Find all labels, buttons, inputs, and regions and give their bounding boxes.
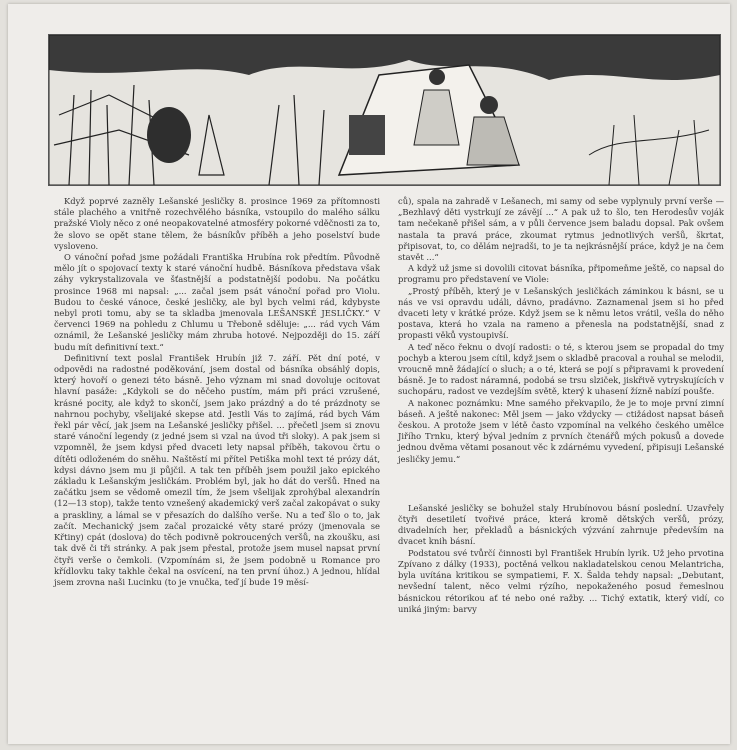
- paragraph: Podstatou své tvůrčí činnosti byl František Hrubín lyrik. Už jeho prvotina Zpívano z dálky (1933), poctěná velkou nakladatelskou cenou Melantricha, byla uvítána kritikou se sympatiemi, F. X. Šalda tehdy napsal: „Debutant, nevšední talent, něco velmi rýzího, nepokaženého posud řemeslnou básnickou rétorikou ať té nebo oné ražby. ... Tichý extatik, který vidí, co uniká jiným: barvy: [398, 547, 724, 614]
- paragraph: Když poprvé zazněly Lešanské jesličky 8. prosince 1969 za přítomnosti stále plachého a vnitřně rozechvělého básníka, vstoupilo do malého sálku pražské Violy něco z oné neopakovatelné atmosféry pokorné vděčnosti za to, že slovo se opět stane tělem, že básníkův příběh a jeho poselství bude vysloveno.: [54, 196, 380, 251]
- booklet-page: [8, 4, 730, 744]
- paragraph: A když už jsme si dovolili citovat básníka, připomeňme ještě, co napsal do programu pro představení ve Viole:: [398, 263, 724, 285]
- etching-illustration-icon: [49, 35, 720, 185]
- text-column-right: [398, 196, 724, 615]
- paragraph: „Prostý příběh, který je v Lešanských jesličkách záminkou k básni, se u nás ve vsi opravdu událi, dávno, pradávno. Zaznamenal jsem si ho před dvaceti lety v krátké próze. Když jsem se k němu letos vrátil, vešla do něho postava, která ho vzala na rameno a přenesla na podstatnější, snad z propasti věků vystoupivší.: [398, 285, 724, 341]
- paragraph: A teď něco řeknu o dvojí radosti: o té, s kterou jsem se propadal do tmy pochyb a kterou jsem cítil, když jsem o skladbě pracoval a rouhal se melodii, vroucně mně žádající o sluch; a o té, která se pojí s připravami k provedení básně. Je to radost náramná, podobá se trsu slziček, jiskřivě vytryskujících v suchopáru, radost ve vezdejším světě, který k uhasení žízně nabízí poušťe.: [398, 341, 724, 397]
- text-column-left: [54, 196, 380, 588]
- paragraph: Definitivní text poslal František Hrubín již 7. září. Pět dní poté, v odpovědi na radostné poděkování, jsem dostal od básníka obsáhlý dopis, který hovoří o genezi této básně. Jeho význam mi snad dovoluje ocitovat hlavní pasáže: „Kdykoli se do něčeho pustím, mám při práci vzrušené, krásné pocity, ale když to skončí, jsem jako prázdný a do té prázdnoty se nahrnou pochyby, všelijaké skepse atd. Jestli Vás to zajímá, rád bych Vám řekl pár věcí, jak jsem na Lešanské jesličky přišel. ... přečetl jsem si znovu staré vánoční legendy (z jedné jsem si vzal na úvod tři sloky). A pak jsem si vzpomněl, že jsem kdysi před dvaceti lety napsal příběh, takovou črtu o dítěti odloženém do sněhu. Naštěstí mi přítel Petiška mohl text té prózy dát, kdysi dávno jsem mu ji půjčil. A tak ten příběh jsem použil jako epického základu k Lešanským jesličkám. Problém byl, jak ho dát do veršů. Hned na začátku jsem se vědomě omezil tím, že jsem všelijak zprohýbal alexandrín (12—13 stop), takže tento vznešený akademický verš začal zakopávat o suky a praskliny, a lámal se v přesazích do dalšího verše. Nu a teď šlo o to, jak začít. Mechanický jsem začal prozaické věty staré prózy (jmenovala se Křtiny) cpát (doslova) do těch podivně pokroucených veršů, na zkoušku, asi tak dvě či tři stránky. A pak jsem přestal, protože jsem musel napsat první čtyři verše o čemkoli. (Vzpomínám si, že jsem podobně u Romance pro křídlovku taky takhle čekal na osvícení, na ten první úhoz.) A jednou, hlídal jsem zrovna naši Lucinku (to je vnučka, teď jí bude 19 měsí-: [54, 352, 380, 587]
- paragraph: A nakonec poznámku: Mne samého překvapilo, že je to moje první zimní báseň. A ještě nakonec: Měl jsem — jako vždycky — ctižádost napsat báseň českou. A protože jsem v létě často vzpomínal na velkého českého umělce Jiřího Trnku, který býval jedním z prvních čtenářů mých pokusů a dovede jednou dvěma větami posanout věc k zdárnému vyvedení, připisuji Lešanské jesličky jemu.“: [398, 397, 724, 464]
- paragraph: Lešanské jesličky se bohužel staly Hrubínovou básní poslední. Uzavřely čtyři desetiletí tvořivé práce, která kromě dětských veršů, prózy, divadelních her, překladů a básnických výzvání zahrnuje především na dvacet knih básní.: [398, 502, 724, 547]
- paragraph: O vánoční pořad jsme požádali Františka Hrubína rok předtím. Původně mělo jít o spojovací texty k staré vánoční hudbě. Básníkova představa však záhy vykrystalizovala ve šťastnější a podstatnější podobu. Na počátku prosince 1968 mi napsal: „... začal jsem psát vánoční pořad pro Violu. Budou to české vánoce, české jesličky, ale byl bych velmi rád, kdybyste nebyl proti tomu, aby se ta skladba jmenovala LEŠANSKÉ JESLIČKY.“ V červenci 1969 na pohledu z Chlumu u Třeboně sděluje: „... rád vych Vám oznámil, že Lešanské jesličky mám zhruba hotové. Nejpozději do 15. září budu mít definitivní text.“: [54, 252, 380, 352]
- paragraph: ců), spala na zahradě v Lešanech, mi samy od sebe vyplynuly první verše — „Bezhlavý děti vystrkují ze závějí ...“ A pak už to šlo, ten Herodesův voják tam nečekaně přišel sám, a v půli července jsem baladu dopsal. Pak ovšem nastala ta pravá práce, zkoumat rytmus jednotlivých veršů, škrtat, připisovat, to, co dělám nejradši, to je ta nejkrásnější práce, když je na čem stavět ...“: [398, 196, 724, 263]
- section-spacer: [398, 465, 724, 503]
- illustration: [48, 34, 721, 186]
